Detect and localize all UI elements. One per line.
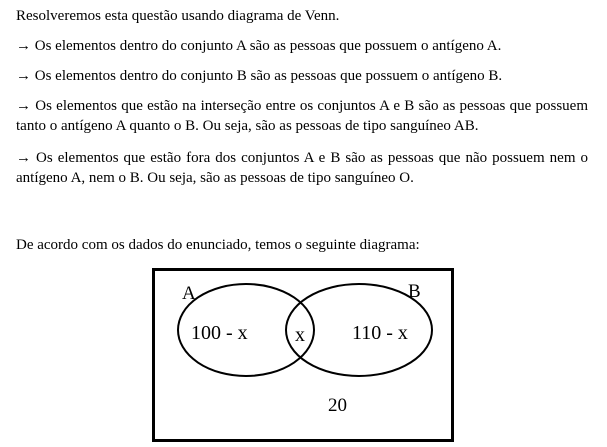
bullet-outside-text: Os elementos que estão fora dos conjuntos A e B são as pessoas que não possuem nem o antígeno A, nem o B. Ou seja, são as pessoas de tipo sanguíneo O.	[16, 150, 589, 186]
outside-value: 20	[328, 395, 347, 416]
bullet-intersection	[16, 96, 588, 136]
bullet-outside	[16, 148, 588, 188]
arrow-icon: →	[16, 68, 31, 84]
arrow-icon: →	[16, 98, 31, 114]
bullet-set-a	[16, 36, 588, 56]
set-b-label: B	[408, 281, 421, 302]
only-a-value: 100 - x	[191, 322, 248, 344]
set-a-label: A	[182, 283, 196, 304]
only-b-value: 110 - x	[352, 322, 408, 344]
arrow-icon: →	[16, 38, 31, 54]
bullet-set-b-text: Os elementos dentro do conjunto B são as pessoas que possuem o antígeno B.	[34, 68, 503, 84]
intro-paragraph: Resolveremos esta questão usando diagrama de Venn.	[16, 8, 340, 24]
intersection-value: x	[295, 324, 305, 346]
document-body	[16, 6, 588, 188]
bullet-intersection-text: Os elementos que estão na interseção entre os conjuntos A e B são as pessoas que possuem tanto o antígeno A quanto o B. Ou seja, são as pessoas de tipo sanguíneo AB.	[16, 98, 588, 134]
bullet-set-a-text: Os elementos dentro do conjunto A são as pessoas que possuem o antígeno A.	[34, 38, 502, 54]
bullet-set-b	[16, 66, 588, 86]
arrow-icon: →	[16, 150, 31, 166]
venn-diagram	[152, 268, 454, 442]
diagram-intro-paragraph: De acordo com os dados do enunciado, temos o seguinte diagrama:	[16, 237, 420, 253]
